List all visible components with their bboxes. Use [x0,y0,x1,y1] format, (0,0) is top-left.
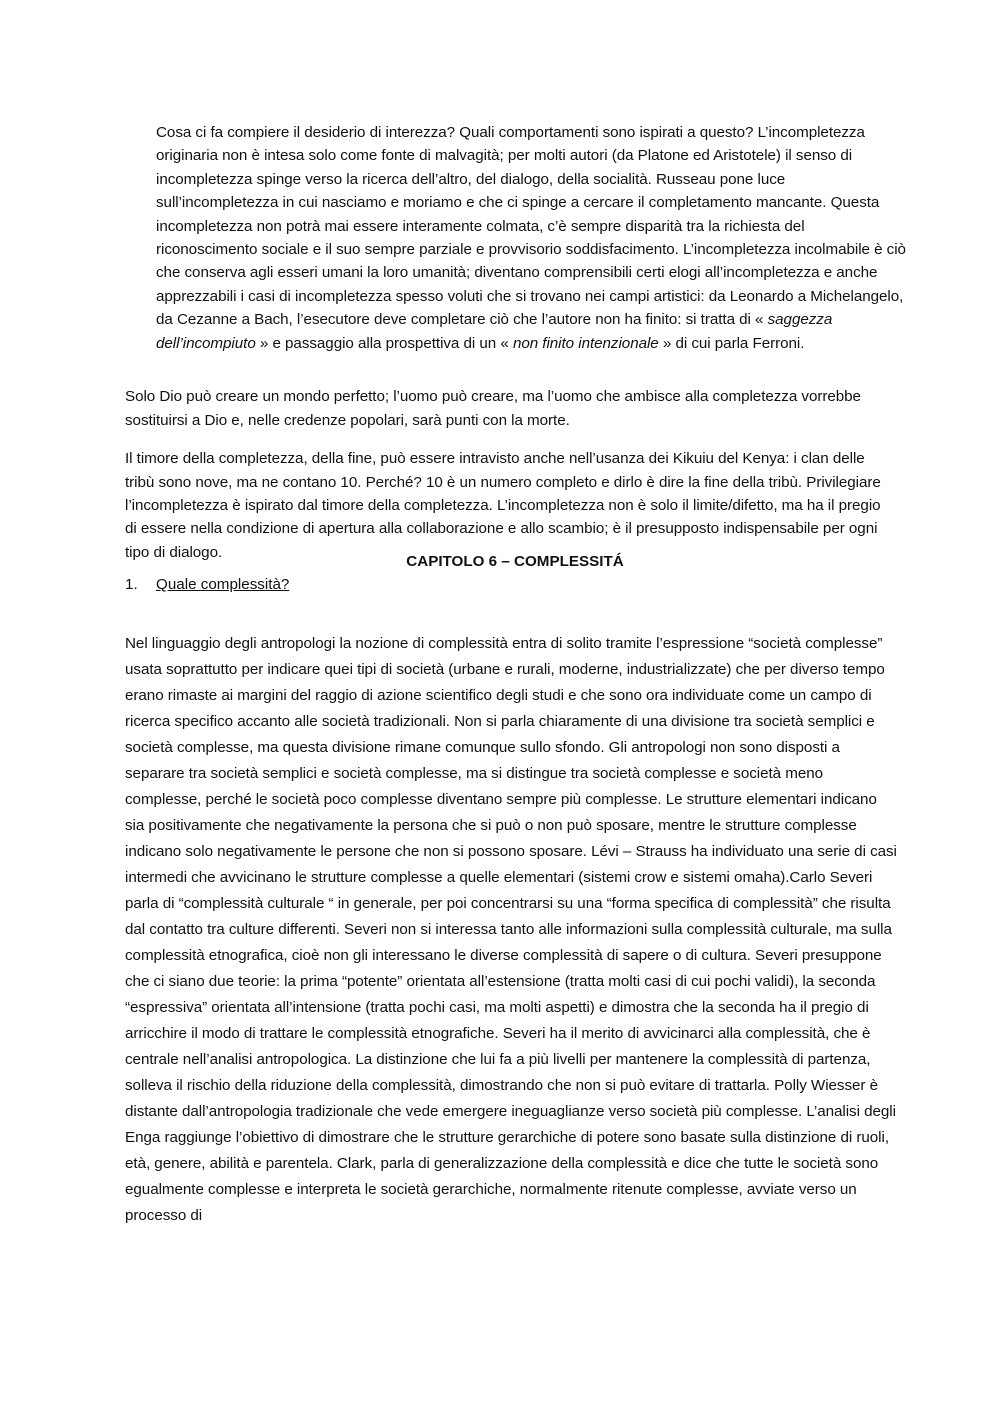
indented-text-part-1: Cosa ci fa compiere il desiderio di interezza? Quali comportamenti sono ispirati a questo? L’incompletezza originaria non è intesa solo come fonte di malvagità; per molti autori (da Platone ed Aristotele) il senso di incompletezza spinge verso la ricerca dell’altro, del dialogo, della socialità. Russeau pone luce sull’incompletezza in cui nasciamo e moriamo e che ci spinge a cercare il completamento mancante. Questa incompletezza non potrà mai essere interamente colmata, c’è sempre disparità tra la richiesta del riconoscimento sociale e il suo sempre parziale e provvisorio soddisfacimento. L’incompletezza incolmabile è ciò che conserva agli esseri umani la loro umanità; diventano comprensibili certi elogi all’incompletezza e anche apprezzabili i casi di incompletezza spesso voluti che si trovano nei campi artistici: da Leonardo a Michelangelo, da Cezanne a Bach, l’esecutore deve completare ciò che l’autore non ha finito: si tratta di « [156,124,906,329]
chapter-title: CAPITOLO 6 – COMPLESSITÁ [406,553,624,570]
body-text-block [125,370,895,579]
indented-paragraph-text [156,121,908,355]
main-text-block [125,616,897,1244]
indented-italic-quote-2: non finito intenzionale [512,334,659,352]
section-number: 1. [125,576,138,593]
indented-paragraph [156,121,908,355]
indented-text-part-3: » di cui parla Ferroni. [658,334,805,352]
indented-italic-quote-1: saggezza dell’incompiuto [156,311,833,352]
indented-text-part-2: » e passaggio alla prospettiva di un « [255,334,513,352]
section-heading [125,575,289,595]
section-title: Quale complessità? [156,576,290,593]
paragraph-god-perfection: Solo Dio può creare un mondo perfetto; l’uomo può creare, ma l’uomo che ambisce alla completezza vorrebbe sostituirsi a Dio e, nelle credenze popolari, sarà punti con la morte. [125,388,861,429]
paragraph-fear-of-completeness: Il timore della completezza, della fine, può essere intravisto anche nell’usanza dei Kikuiu del Kenya: i clan delle tribù sono nove, ma ne contano 10. Perché? 10 è un numero completo e dirlo è dire la fine della tribù. Privilegiare l’incompletezza è ispirato dal timore della completezza. L’incompletezza non è solo il limite/difetto, ma ha il pregio di essere nella condizione di apertura alla collaborazione e allo scambio; è il presupposto indispensabile per ogni tipo di dialogo. [125,450,881,561]
main-paragraph: Nel linguaggio degli antropologi la nozione di complessità entra di solito tramite l’espressione “società complesse” usata soprattutto per indicare quei tipi di società (urbane e rurali, moderne, industrializzate) che per diverso tempo erano rimaste ai margini del raggio di azione scientifico degli studi e che sono ora individuate come un campo di ricerca specifico accanto alle società tradizionali. Non si parla chiaramente di una divisione tra società semplici e società complesse, ma questa divisione rimane comunque sullo sfondo. Gli antropologi non sono disposti a separare tra società semplici e società complesse, ma si distingue tra società complesse e società meno complesse, perché le società poco complesse diventano sempre più complesse. Le strutture elementari indicano sia positivamente che negativamente la persona che si può o non può sposare, mentre le strutture complesse indicano solo negativamente le persone che non si possono sposare. Lévi – Strauss ha individuato una serie di casi intermedi che avvicinano le strutture complesse a quelle elementari (sistemi crow e sistemi omaha).Carlo Severi parla di “complessità culturale “ in generale, per poi concentrarsi su una “forma specifica di complessità” che risulta dal contatto tra culture differenti. Severi non si interessa tanto alle informazioni sulla complessità culturale, ma sulla complessità etnografica, cioè non gli interessano le diverse complessità di sapere o di cultura. Severi presuppone che ci siano due teorie: la prima “potente” orientata all’estensione (tratta molti casi di cui pochi validi), la seconda “espressiva” orientata all’intensione (tratta pochi casi, ma molti aspetti) e dimostra che la seconda ha il pregio di arricchire il modo di trattare le complessità etnografiche. Severi ha il merito di avvicinarci alla complessità, che è centrale nell’analisi antropologica. La distinzione che lui fa a più livelli per mantenere la complessità di partenza, solleva il rischio della riduzione della complessità, dimostrando che non si può evitare di trattarla. Polly Wiesser è distante dall’antropologia tradizionale che vede emergere ineguaglianze verso società più complesse. L’analisi degli Enga raggiunge l’obiettivo di dimostrare che le strutture gerarchiche di potere sono basate sulla distinzione di ruoli, età, genere, abilità e parentela. Clark, parla di generalizzazione della complessità e dice che tutte le società sono egualmente complesse e interpreta le società gerarchiche, normalmente ritenute complesse, avviate verso un processo di [125,635,897,1225]
